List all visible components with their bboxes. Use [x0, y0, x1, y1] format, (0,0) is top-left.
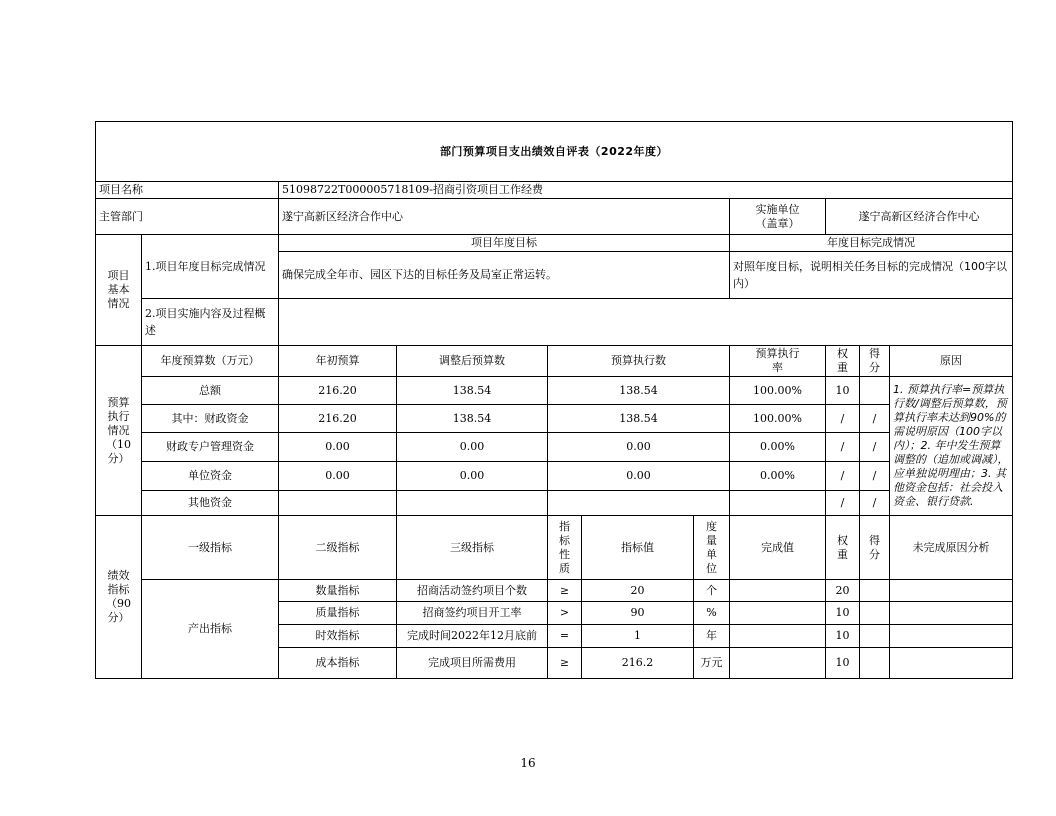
- budget-adjusted: [397, 491, 548, 516]
- annual-goal-header: 项目年度目标: [279, 235, 730, 252]
- basic-line-3: 情况: [107, 297, 130, 310]
- budget-score: /: [860, 462, 890, 491]
- budget-initial: 0.00: [279, 433, 397, 462]
- budget-rate: 100.00%: [730, 377, 826, 405]
- completed-value: [730, 602, 826, 625]
- indicator-nature: >: [548, 602, 582, 625]
- process-overview-label: 2.项目实施内容及过程概述: [142, 299, 279, 346]
- weight-header-line1: 权: [837, 347, 848, 360]
- level3-indicator: 完成时间2022年12月底前: [397, 625, 548, 648]
- budget-weight: /: [826, 491, 860, 516]
- indicator-nature: =: [548, 625, 582, 648]
- budget-executed: [548, 491, 730, 516]
- budget-score: /: [860, 433, 890, 462]
- measure-unit: 个: [694, 580, 730, 602]
- perf-line-1: 绩效: [107, 569, 130, 582]
- perf-weight-header-line1: 权: [837, 533, 848, 547]
- perf-score-header-line2: 分: [869, 547, 880, 561]
- unit-char-3: 单: [706, 547, 717, 561]
- level1-indicator-header: 一级指标: [142, 516, 279, 580]
- project-name-label: 项目名称: [96, 182, 279, 199]
- completed-value: [730, 648, 826, 679]
- executed-budget-header: 预算执行数: [548, 346, 730, 377]
- indicator-value-header: 指标值: [582, 516, 694, 580]
- implementing-unit-label-line1: 实施单位: [755, 202, 800, 216]
- budget-adjusted: 0.00: [397, 462, 548, 491]
- measure-unit: 万元: [694, 648, 730, 679]
- basic-info-section-label: [96, 235, 142, 346]
- page-number: 16: [520, 756, 536, 770]
- budget-weight: 10: [826, 377, 860, 405]
- unit-char-1: 度: [706, 519, 717, 533]
- goal-completion-label: 1.项目年度目标完成情况: [142, 235, 279, 299]
- level3-indicator-header: 三级指标: [397, 516, 548, 580]
- level2-indicator: 成本指标: [279, 648, 397, 679]
- budget-weight: /: [826, 405, 860, 433]
- budget-section-label: [96, 346, 142, 516]
- budget-row-label: 单位资金: [142, 462, 279, 491]
- level3-indicator: 完成项目所需费用: [397, 648, 548, 679]
- level2-indicator-header: 二级指标: [279, 516, 397, 580]
- perf-weight: 10: [826, 602, 860, 625]
- perf-weight: 10: [826, 648, 860, 679]
- basic-line-2: 基本: [107, 283, 130, 296]
- level2-indicator: 时效指标: [279, 625, 397, 648]
- weight-header-line2: 重: [837, 361, 848, 374]
- execution-rate-header-line2: 率: [772, 361, 783, 374]
- nature-char-1: 指: [559, 519, 570, 533]
- perf-weight-header: [826, 516, 860, 580]
- perf-weight: 20: [826, 580, 860, 602]
- process-overview-text: [279, 299, 1013, 346]
- budget-rate: 0.00%: [730, 462, 826, 491]
- unfinished-reason: [890, 580, 1013, 602]
- implementing-unit-label-line2: （盖章）: [755, 216, 800, 230]
- nature-char-4: 质: [559, 561, 570, 575]
- budget-initial: 216.20: [279, 405, 397, 433]
- goal-completion-text: 对照年度目标，说明相关任务目标的完成情况（100字以内）: [730, 252, 1013, 299]
- indicator-value: 90: [582, 602, 694, 625]
- budget-line-1: 预算: [107, 395, 130, 409]
- unit-char-4: 位: [706, 561, 717, 575]
- unfinished-reason: [890, 602, 1013, 625]
- budget-score: /: [860, 405, 890, 433]
- perf-weight-header-line2: 重: [837, 547, 848, 561]
- budget-adjusted: 138.54: [397, 377, 548, 405]
- indicator-nature-header: [548, 516, 582, 580]
- performance-section-label: [96, 516, 142, 679]
- project-name-value: 51098722T000005718109-招商引资项目工作经费: [279, 182, 1013, 199]
- level2-indicator: 质量指标: [279, 602, 397, 625]
- budget-score: /: [860, 491, 890, 516]
- perf-score: [860, 625, 890, 648]
- initial-budget-header: 年初预算: [279, 346, 397, 377]
- budget-initial: [279, 491, 397, 516]
- implementing-unit-value: 遂宁高新区经济合作中心: [826, 199, 1013, 235]
- perf-weight: 10: [826, 625, 860, 648]
- budget-adjusted: 0.00: [397, 433, 548, 462]
- score-header: [860, 346, 890, 377]
- budget-line-3: 情况: [107, 423, 130, 437]
- budget-row-label: 其中：财政资金: [142, 405, 279, 433]
- completed-value-header: 完成值: [730, 516, 826, 580]
- perf-score: [860, 602, 890, 625]
- indicator-value: 216.2: [582, 648, 694, 679]
- score-header-line1: 得: [869, 347, 880, 360]
- nature-char-3: 性: [559, 547, 570, 561]
- implementing-unit-label: [730, 199, 826, 235]
- unit-char-2: 量: [706, 533, 717, 547]
- budget-row-label: 总额: [142, 377, 279, 405]
- execution-rate-header-line1: 预算执行: [755, 347, 800, 360]
- completed-value: [730, 625, 826, 648]
- level3-indicator: 招商签约项目开工率: [397, 602, 548, 625]
- department-label: 主管部门: [96, 199, 279, 235]
- budget-row-label: 财政专户管理资金: [142, 433, 279, 462]
- goal-completion-header: 年度目标完成情况: [730, 235, 1013, 252]
- indicator-value: 1: [582, 625, 694, 648]
- budget-reason-note: 1. 预算执行率=预算执行数/调整后预算数，预算执行率未达到90%的需说明原因（100字以内）；2. 年中发生预算调整的（追加或调减），应单独说明理由；3. 其他资金包括：社会投入资金、银行贷款.: [890, 377, 1013, 516]
- perf-score: [860, 648, 890, 679]
- budget-weight: /: [826, 433, 860, 462]
- level3-indicator: 招商活动签约项目个数: [397, 580, 548, 602]
- budget-row-label: 其他资金: [142, 491, 279, 516]
- department-value: 遂宁高新区经济合作中心: [279, 199, 730, 235]
- score-header-line2: 分: [869, 361, 880, 374]
- page-title: 部门预算项目支出绩效自评表（2022年度）: [96, 122, 1013, 182]
- indicator-value: 20: [582, 580, 694, 602]
- perf-score-header-line1: 得: [869, 533, 880, 547]
- budget-executed: 0.00: [548, 462, 730, 491]
- budget-initial: 0.00: [279, 462, 397, 491]
- self-evaluation-table: [95, 121, 1013, 679]
- perf-line-2: 指标: [107, 583, 130, 596]
- basic-line-1: 项目: [107, 269, 130, 282]
- measure-unit-header: [694, 516, 730, 580]
- completed-value: [730, 580, 826, 602]
- annual-budget-header: 年度预算数（万元）: [142, 346, 279, 377]
- measure-unit: %: [694, 602, 730, 625]
- nature-char-2: 标: [559, 533, 570, 547]
- annual-goal-text: 确保完成全年市、园区下达的目标任务及局室正常运转。: [279, 252, 730, 299]
- perf-line-3: （90: [106, 597, 131, 610]
- budget-line-4: （10: [106, 437, 131, 451]
- budget-adjusted: 138.54: [397, 405, 548, 433]
- level2-indicator: 数量指标: [279, 580, 397, 602]
- unfinished-reason-header: 未完成原因分析: [890, 516, 1013, 580]
- budget-line-2: 执行: [107, 409, 130, 423]
- budget-executed: 138.54: [548, 405, 730, 433]
- adjusted-budget-header: 调整后预算数: [397, 346, 548, 377]
- perf-score: [860, 580, 890, 602]
- output-indicator-label: 产出指标: [142, 580, 279, 679]
- execution-rate-header: [730, 346, 826, 377]
- indicator-nature: ≥: [548, 648, 582, 679]
- budget-rate: 100.00%: [730, 405, 826, 433]
- measure-unit: 年: [694, 625, 730, 648]
- perf-line-4: 分）: [107, 611, 130, 624]
- indicator-nature: ≥: [548, 580, 582, 602]
- weight-header: [826, 346, 860, 377]
- budget-score: [860, 377, 890, 405]
- budget-rate: 0.00%: [730, 433, 826, 462]
- budget-initial: 216.20: [279, 377, 397, 405]
- budget-weight: /: [826, 462, 860, 491]
- budget-line-5: 分）: [107, 451, 130, 465]
- perf-score-header: [860, 516, 890, 580]
- budget-executed: 0.00: [548, 433, 730, 462]
- reason-header: 原因: [890, 346, 1013, 377]
- unfinished-reason: [890, 648, 1013, 679]
- budget-rate: [730, 491, 826, 516]
- budget-executed: 138.54: [548, 377, 730, 405]
- unfinished-reason: [890, 625, 1013, 648]
